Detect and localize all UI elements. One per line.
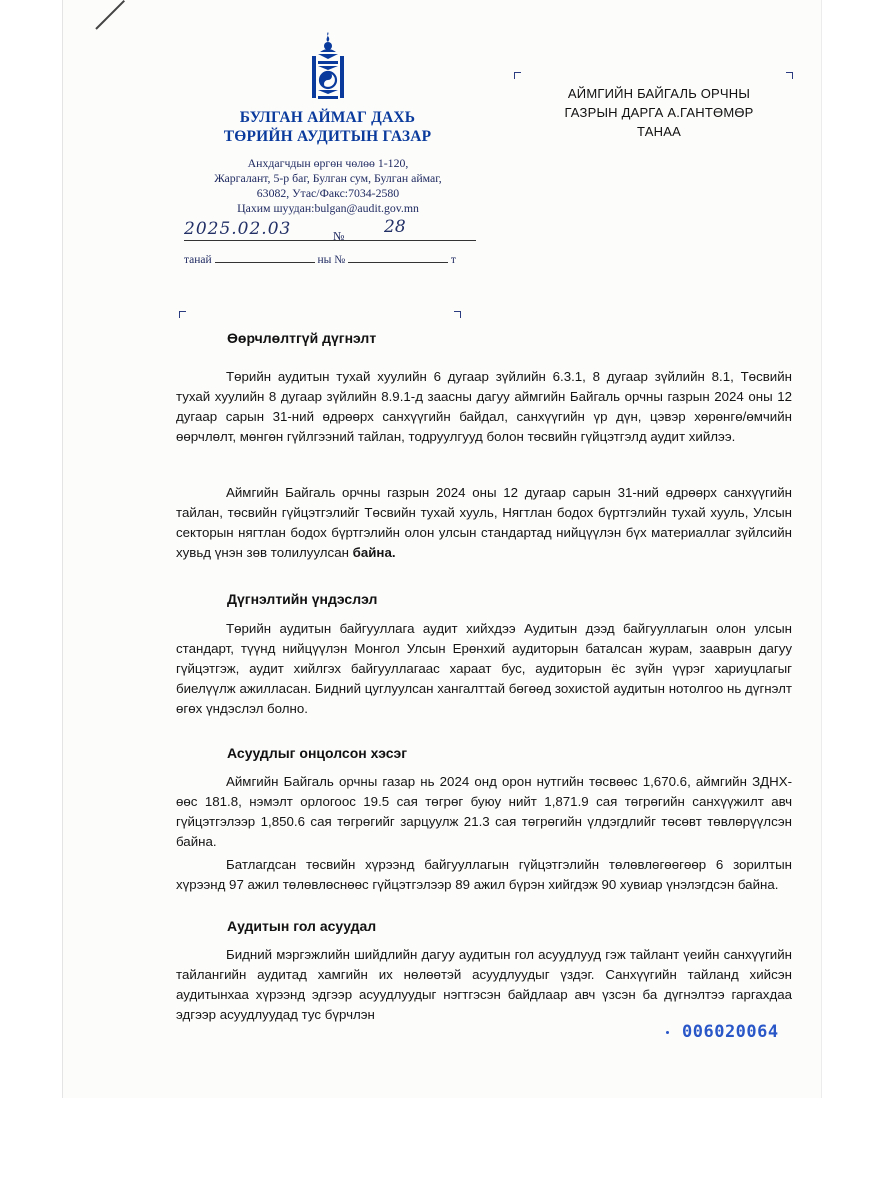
- paragraph-2: [176, 483, 792, 563]
- ref-mid: ны №: [317, 254, 346, 266]
- organization-name: [200, 108, 455, 146]
- heading-key-matters: Аудитын гол асуудал: [227, 918, 377, 934]
- soyombo-emblem-icon: [308, 30, 348, 102]
- addressee-corner-left: [514, 72, 521, 79]
- heading-basis: Дүгнэлтийн үндэслэл: [227, 591, 378, 607]
- address-line-4: Цахим шуудан:bulgan@audit.gov.mn: [237, 201, 419, 215]
- paragraph-2-end: байна.: [352, 545, 396, 560]
- ref-prefix: танай: [184, 254, 212, 266]
- address-line-1: Анхдагчдын өргөн чөлөө 1-120,: [247, 156, 409, 170]
- org-line-1: БУЛГАН АЙМАГ ДАХЬ: [239, 109, 416, 126]
- paragraph-5: Батлагдсан төсвийн хүрээнд байгууллагын гүйцэтгэлийн төлөвлөгөөгөөр 6 зорилтын хүрээнд 97 ажил төлөвлөснөөс гүйцэтгэлээр 89 ажил бүрэн хийгдэж 90 хувиар үнэлэгдсэн байна.: [176, 857, 792, 892]
- paragraph-6: Бидний мэргэжлийн шийдлийн дагуу аудитын гол асуудлууд гэж тайлант үеийн санхүүгийн тайлангийн аудитад хамгийн их нөлөөтэй асуудлуудыг үздэг. Санхүүгийн тайланд хийсэн аудитынхаа хүрээнд эдгээр асуудлуудыг нэгтгэсэн байдлаар авч үзсэн ба дүгнэлтээ гаргахдаа эдгээр асуудлуудад тус бүрчлэн: [176, 947, 792, 1022]
- ref-blank-2: [348, 251, 448, 263]
- address-line-2: Жаргалант, 5-р баг, Булган сум, Булган аймаг,: [214, 171, 442, 185]
- paragraph-4: Аймгийн Байгаль орчны газар нь 2024 онд орон нутгийн төсвөөс 1,670.6, аймгийн ЗДНХ-өөс 181.8, нэмэлт орлогоос 19.5 сая төгрөг буюу нийт 1,871.9 сая төгрөгийн санхүүжилт авч гүйцэтгэлээр 1,850.6 сая төгрөгийг зарцуулж 21.3 сая төгрөгийн үлдэгдлийг төсөвт төвлөрүүлсэн байна.: [176, 774, 792, 849]
- addressee-line-2: ГАЗРЫН ДАРГА А.ГАНТӨМӨР: [564, 105, 754, 120]
- org-line-2: ТӨРИЙН АУДИТЫН ГАЗАР: [223, 128, 432, 145]
- addressee-block: [530, 84, 788, 141]
- document-serial-number: 006020064: [682, 1022, 779, 1042]
- ref-blank-1: [215, 251, 315, 263]
- letter-number-label: №: [333, 229, 345, 243]
- heading-emphasis: Асуудлыг онцолсон хэсэг: [227, 745, 408, 761]
- reference-line: [184, 251, 476, 266]
- letter-date: 2025.02.03: [184, 219, 292, 239]
- paragraph-2-text: Аймгийн Байгаль орчны газрын 2024 оны 12 дугаар сарын 31-ний өдрөөрх санхүүгийн тайлан, төсвийн гүйцэтгэлийг Төсвийн тухай хууль, Нягтлан бодох бүртгэлийн тухай хууль, Улсын секторын нягтлан бодох бүртгэлийн олон улсын стандартад нийцүүлэн бүх материаллаг зүйлсийн хувьд үнэн зөв толилуулсан: [176, 485, 792, 560]
- paragraph-1: Төрийн аудитын тухай хуулийн 6 дугаар зүйлийн 6.3.1, 8 дугаар зүйлийн 8.1, Төсвийн тухай хуулийн 8 дугаар зүйлийн 8.9.1-д заасны дагуу аймгийн Байгаль орчны газрын 2024 оны 12 дугаар сарын 31-ний өдрөөрх санхүүгийн байдал, санхүүгийн үр дүн, цэвэр хөрөнгө/өмчийн өөрчлөлт, мөнгөн гүйлгээний тайлан, тодруулгууд болон төсвийн гүйцэтгэлд аудит хийлээ.: [176, 369, 792, 444]
- addressee-corner-right: [786, 72, 793, 79]
- subject-corner-left: [179, 311, 186, 318]
- subject-corner-right: [454, 311, 461, 318]
- opinion-title: Өөрчлөлтгүй дүгнэлт: [227, 330, 377, 346]
- ref-suffix: т: [450, 254, 456, 266]
- organization-address: [193, 156, 463, 216]
- addressee-line-3: ТАНАА: [637, 124, 681, 139]
- addressee-line-1: АЙМГИЙН БАЙГАЛЬ ОРЧНЫ: [567, 86, 751, 101]
- serial-dot: [666, 1031, 669, 1034]
- address-line-3: 63082, Утас/Факс:7034-2580: [256, 186, 400, 200]
- date-number-underline: [184, 240, 476, 241]
- paragraph-3: Төрийн аудитын байгууллага аудит хийхдээ Аудитын дээд байгууллагын олон улсын стандарт, түүнд нийцүүлэн Монгол Улсын Ерөнхий аудиторын баталсан журам, зааврын дагуу гүйцэтгэж, аудит хийлгэх байгууллагаас хараат бус, аудиторын ёс зүйн үүрэг хариуцлагыг биелүүлж ажилласан. Бидний цуглуулсан хангалттай бөгөөд зохистой аудитын нотолгоо нь дүгнэлт өгөх үндэслэл болно.: [176, 621, 792, 716]
- letter-number: 28: [384, 217, 406, 237]
